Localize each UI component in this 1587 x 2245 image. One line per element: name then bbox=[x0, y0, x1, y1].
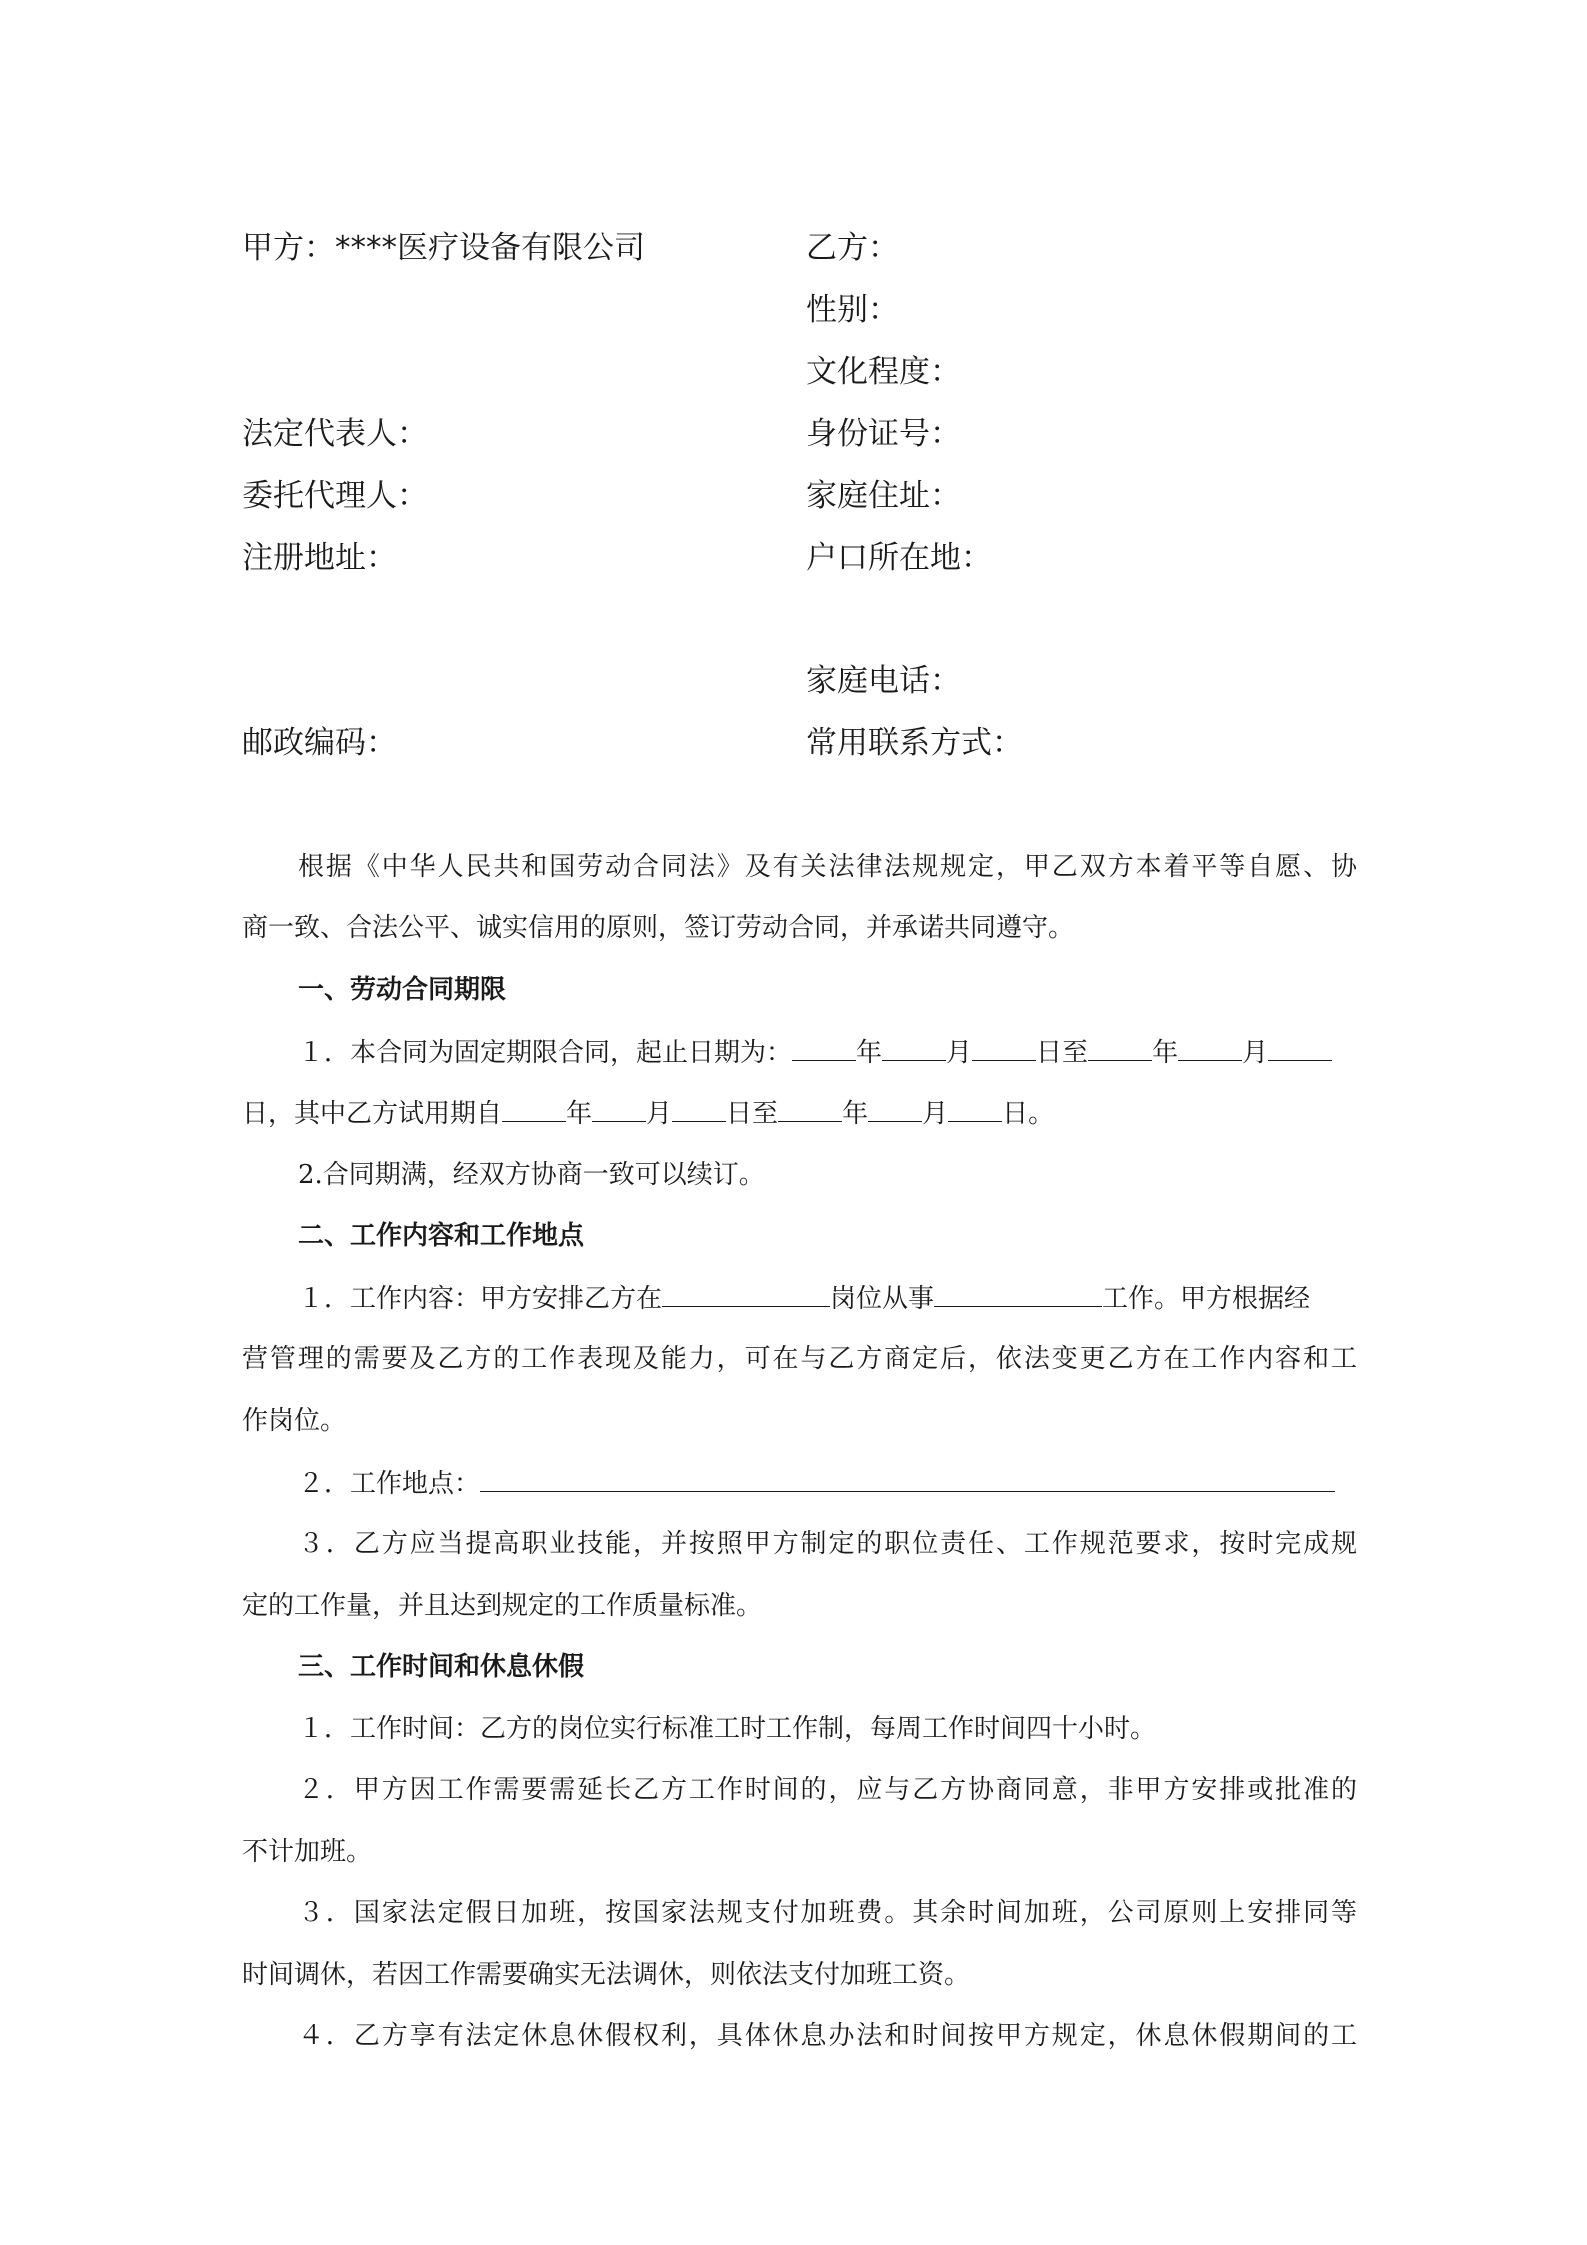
month-label: 月 bbox=[946, 1038, 973, 1068]
section-2-item-1-line-3: 作岗位。 bbox=[242, 1406, 347, 1436]
month-label: 月 bbox=[646, 1099, 673, 1129]
month-label: 月 bbox=[1242, 1038, 1269, 1068]
blank-day bbox=[1268, 1034, 1332, 1061]
period-label: 日。 bbox=[1002, 1099, 1055, 1129]
year-label: 年 bbox=[856, 1038, 883, 1068]
blank-year bbox=[792, 1034, 856, 1061]
month-label: 月 bbox=[922, 1099, 949, 1129]
item-text: 日，其中乙方试用期自 bbox=[242, 1099, 503, 1129]
party-a-postcode: 邮政编码： bbox=[242, 725, 397, 761]
blank-year bbox=[778, 1095, 842, 1122]
section-2-item-2 bbox=[298, 1465, 1357, 1502]
party-b-contact: 常用联系方式： bbox=[806, 725, 1023, 761]
party-a-reg-address: 注册地址： bbox=[242, 540, 397, 576]
party-a-name: 甲方：****医疗设备有限公司 bbox=[242, 230, 645, 266]
blank-day bbox=[972, 1034, 1036, 1061]
section-3-item-2-line-2: 不计加班。 bbox=[242, 1837, 373, 1867]
section-3-item-2: ２．甲方因工作需要需延长乙方工作时间的，应与乙方协商同意，非甲方安排或批准的 bbox=[298, 1775, 1357, 1805]
item-text: ２．工作地点： bbox=[298, 1469, 481, 1499]
section-1-heading: 一、劳动合同期限 bbox=[298, 975, 507, 1005]
section-2-item-1-line-2: 营管理的需要及乙方的工作表现及能力，可在与乙方商定后，依法变更乙方在工作内容和工 bbox=[242, 1344, 1357, 1374]
blank-month bbox=[1178, 1034, 1242, 1061]
blank-day bbox=[672, 1095, 726, 1122]
section-3-item-3-line-2: 时间调休，若因工作需要确实无法调休，则依法支付加班工资。 bbox=[242, 1960, 971, 1990]
party-b-home-phone: 家庭电话： bbox=[806, 663, 961, 699]
party-b-id: 身份证号： bbox=[806, 416, 961, 452]
blank-month bbox=[882, 1034, 946, 1061]
year-label: 年 bbox=[566, 1099, 593, 1129]
party-a-legal-rep: 法定代表人： bbox=[242, 416, 428, 452]
blank-year bbox=[1088, 1034, 1152, 1061]
to-label: 日至 bbox=[1036, 1038, 1089, 1068]
item-text: １．工作内容：甲方安排乙方在 bbox=[298, 1284, 663, 1314]
preamble-line-1: 根据《中华人民共和国劳动合同法》及有关法律法规规定，甲乙双方本着平等自愿、协 bbox=[298, 852, 1357, 882]
section-2-item-1 bbox=[298, 1280, 1357, 1317]
section-2-item-3: ３．乙方应当提高职业技能，并按照甲方制定的职位责任、工作规范要求，按时完成规 bbox=[298, 1529, 1357, 1559]
section-1-item-1 bbox=[298, 1034, 1357, 1071]
party-b-hukou: 户口所在地： bbox=[806, 540, 992, 576]
section-2-item-3-line-2: 定的工作量，并且达到规定的工作质量标准。 bbox=[242, 1591, 763, 1621]
section-3-item-4: ４．乙方享有法定休息休假权利，具体休息办法和时间按甲方规定，休息休假期间的工 bbox=[298, 2021, 1357, 2051]
blank-location bbox=[480, 1465, 1335, 1492]
section-3-item-3: ３．国家法定假日加班，按国家法规支付加班费。其余时间加班，公司原则上安排同等 bbox=[298, 1898, 1357, 1928]
party-b-name: 乙方： bbox=[806, 230, 899, 266]
section-2-heading: 二、工作内容和工作地点 bbox=[298, 1221, 585, 1251]
party-b-education: 文化程度： bbox=[806, 354, 961, 390]
party-a-agent: 委托代理人： bbox=[242, 478, 428, 514]
section-1-item-1-line-2 bbox=[242, 1095, 1357, 1132]
section-1-item-2: 2.合同期满，经双方协商一致可以续订。 bbox=[298, 1160, 765, 1190]
blank-month bbox=[592, 1095, 646, 1122]
item-text: 岗位从事 bbox=[830, 1284, 935, 1314]
to-label: 日至 bbox=[726, 1099, 779, 1129]
blank-work bbox=[934, 1280, 1102, 1307]
blank-year bbox=[502, 1095, 566, 1122]
item-text: 工作。甲方根据经 bbox=[1102, 1284, 1311, 1314]
year-label: 年 bbox=[1152, 1038, 1179, 1068]
preamble-line-2: 商一致、合法公平、诚实信用的原则，签订劳动合同，并承诺共同遵守。 bbox=[242, 913, 1075, 943]
section-3-item-1: １．工作时间：乙方的岗位实行标准工时工作制，每周工作时间四十小时。 bbox=[298, 1714, 1157, 1744]
section-3-heading: 三、工作时间和休息休假 bbox=[298, 1652, 585, 1682]
year-label: 年 bbox=[842, 1099, 869, 1129]
party-b-gender: 性别： bbox=[806, 292, 899, 328]
blank-post bbox=[662, 1280, 830, 1307]
blank-month bbox=[868, 1095, 922, 1122]
item-text: １．本合同为固定期限合同，起止日期为： bbox=[298, 1038, 793, 1068]
blank-day bbox=[948, 1095, 1002, 1122]
party-b-address: 家庭住址： bbox=[806, 478, 961, 514]
